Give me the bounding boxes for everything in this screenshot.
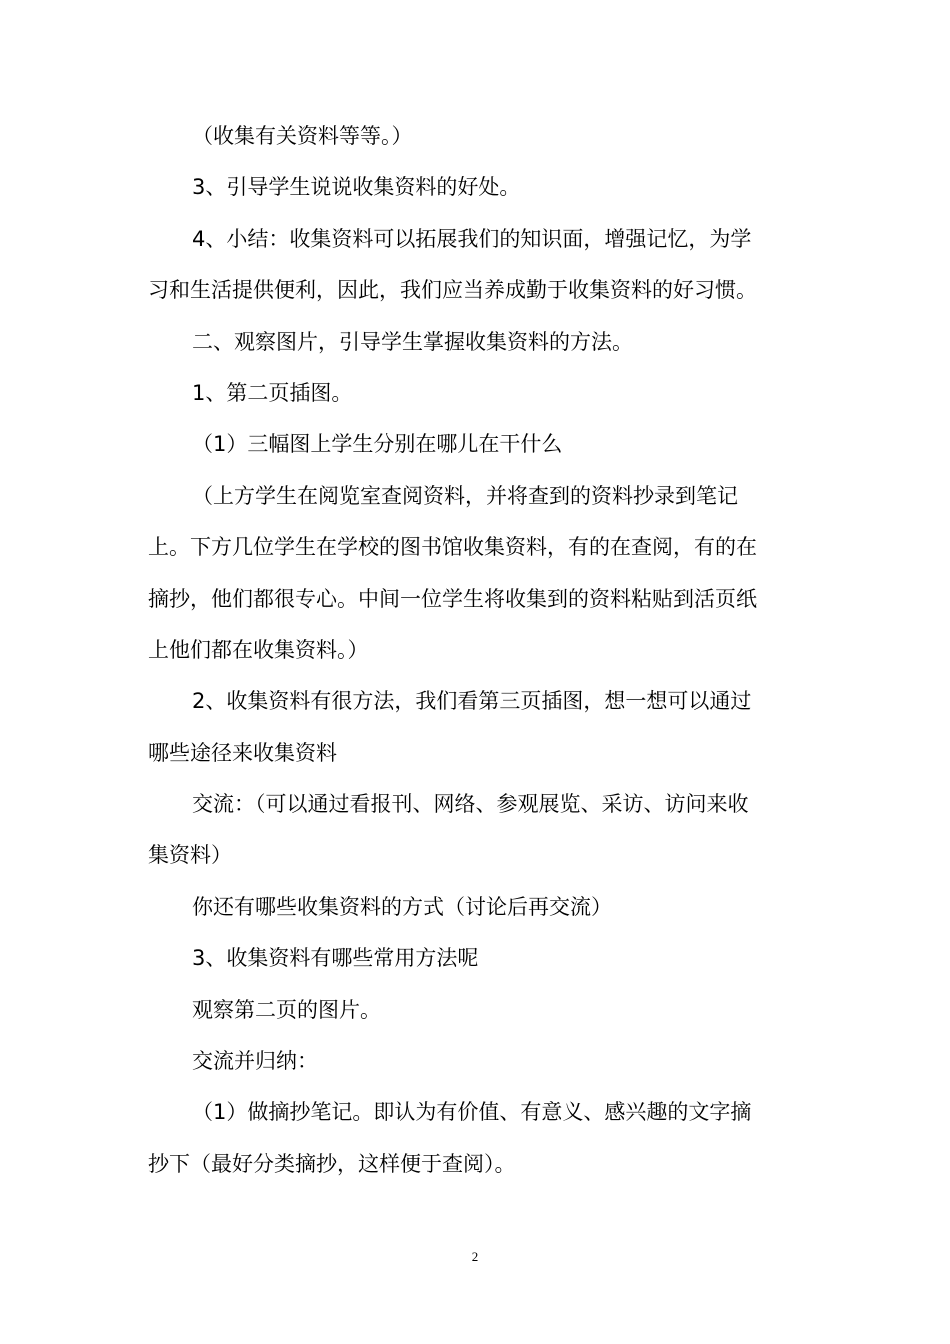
text-line: 摘抄，他们都很专心。中间一位学生将收集到的资料粘贴到活页纸: [148, 586, 757, 611]
text-line: 你还有哪些收集资料的方式（讨论后再交流）: [192, 894, 612, 919]
text-line: 交流：（可以通过看报刊、网络、参观展览、采访、访问来收: [192, 792, 749, 817]
section-heading: 二、观察图片，引导学生掌握收集资料的方法。: [192, 329, 633, 354]
text-line: （1）做摘抄笔记。即认为有价值、有意义、感兴趣的文字摘: [192, 1100, 752, 1125]
text-line: 哪些途径来收集资料: [148, 740, 337, 765]
text-line: 习和生活提供便利，因此，我们应当养成勤于收集资料的好习惯。: [148, 278, 757, 303]
text-line: 交流并归纳：: [192, 1049, 318, 1074]
text-line: 上。下方几位学生在学校的图书馆收集资料，有的在查阅，有的在: [148, 535, 757, 560]
text-line: 3、收集资料有哪些常用方法呢: [192, 946, 479, 971]
text-line: 2、收集资料有很方法，我们看第三页插图，想一想可以通过: [192, 689, 752, 714]
text-line: 集资料）: [148, 843, 232, 868]
text-line: 1、第二页插图。: [192, 380, 353, 405]
text-line: 观察第二页的图片。: [192, 997, 381, 1022]
document-body: [148, 111, 798, 1190]
text-line: 上他们都在收集资料。）: [148, 637, 369, 662]
text-line: （上方学生在阅览室查阅资料，并将查到的资料抄录到笔记: [192, 483, 738, 508]
page-number: 2: [471, 1249, 479, 1264]
text-line: 4、小结：收集资料可以拓展我们的知识面，增强记忆，为学: [192, 226, 752, 251]
text-line: （1）三幅图上学生分别在哪儿在干什么: [192, 432, 563, 457]
text-line: 抄下（最好分类摘抄，这样便于查阅）。: [148, 1151, 516, 1176]
text-line: 3、引导学生说说收集资料的好处。: [192, 175, 521, 200]
text-line: （收集有关资料等等。）: [192, 124, 413, 148]
